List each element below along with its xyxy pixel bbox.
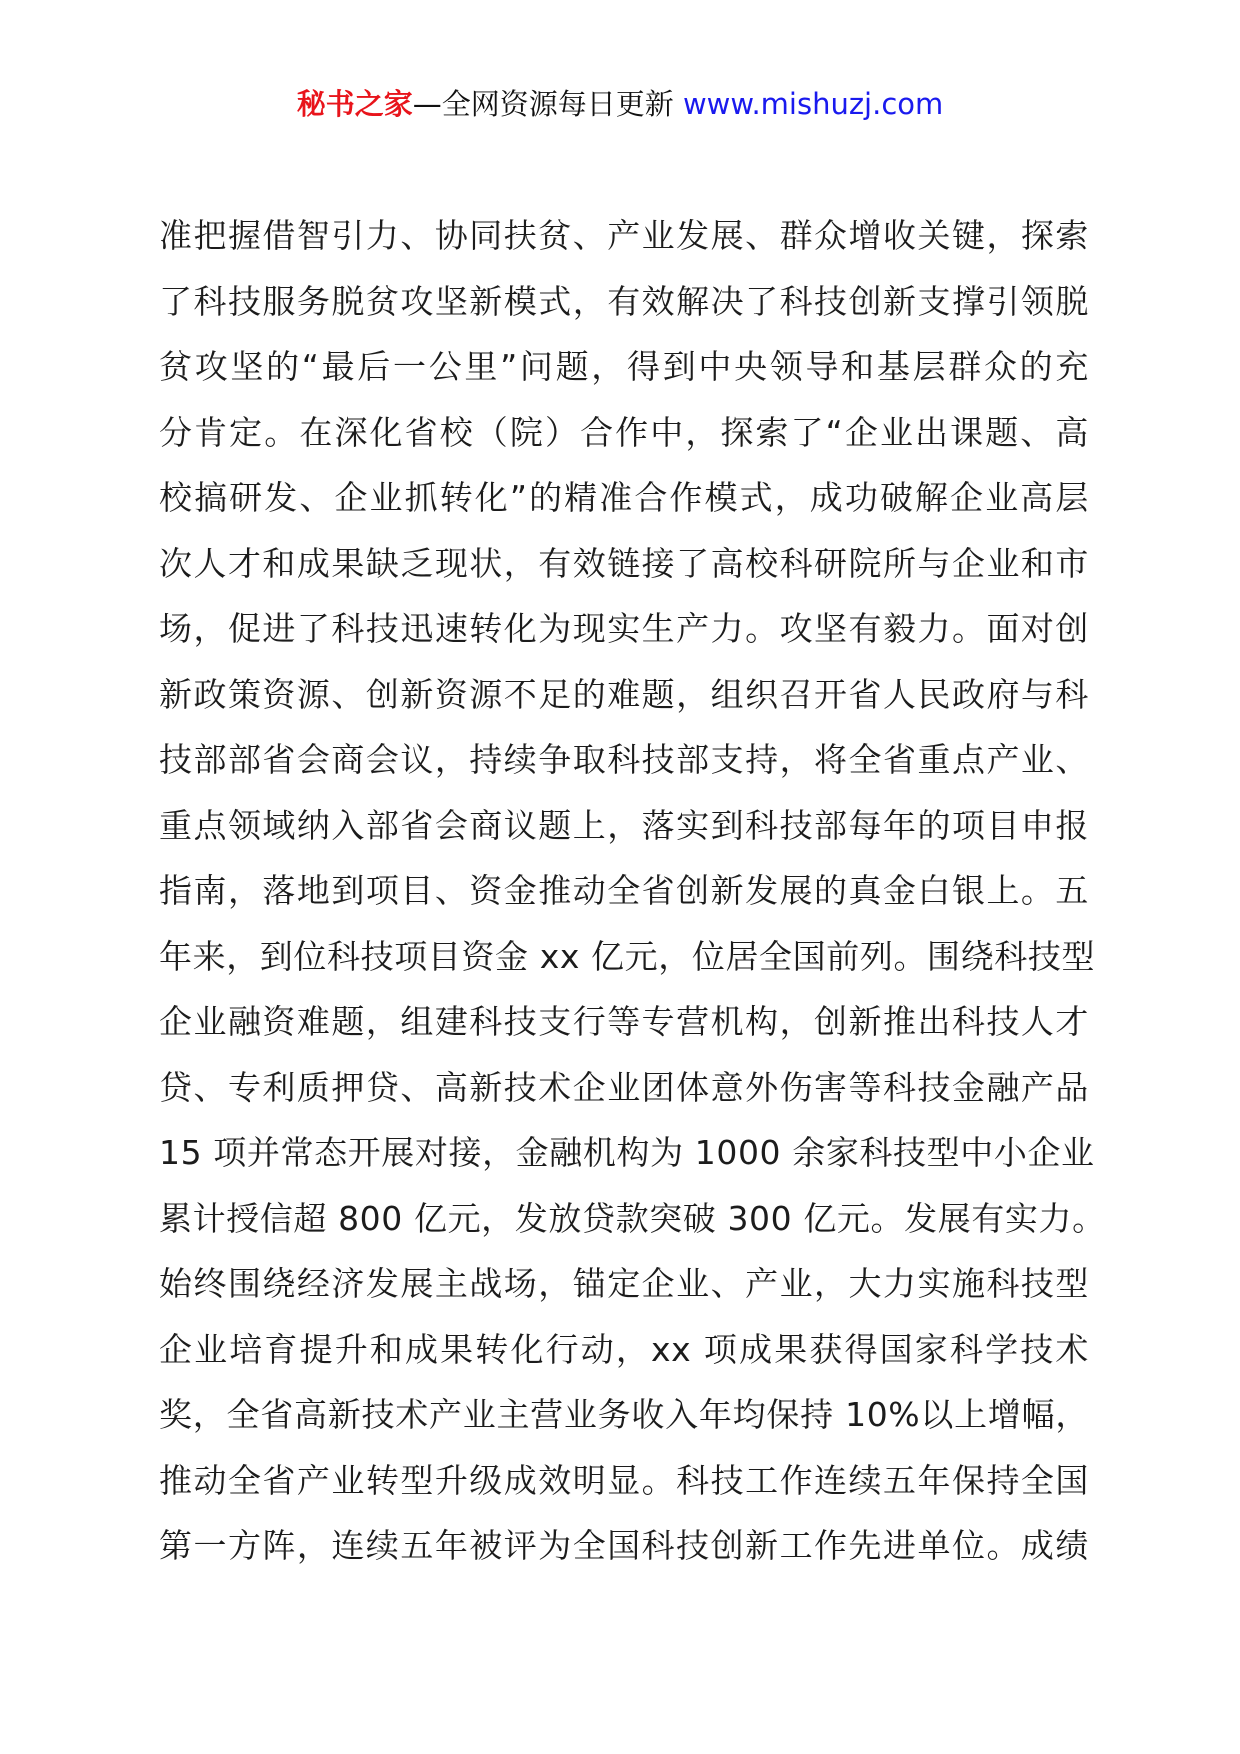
body-line: 第一方阵，连续五年被评为全国科技创新工作先进单位。成绩: [159, 1526, 1089, 1565]
body-line: 推动全省产业转型升级成效明显。科技工作连续五年保持全国: [159, 1460, 1089, 1500]
body-line: 企业融资难题，组建科技支行等专营机构，创新推出科技人才: [159, 1002, 1089, 1041]
body-line: 场，促进了科技迅速转化为现实生产力。攻坚有毅力。面对创: [159, 609, 1089, 648]
body-line: 分肯定。在深化省校（院）合作中，探索了“企业出课题、高: [159, 412, 1089, 452]
body-line: 了科技服务脱贫攻坚新模式，有效解决了科技创新支撑引领脱: [159, 281, 1089, 321]
body-line: 指南，落地到项目、资金推动全省创新发展的真金白银上。五: [159, 871, 1089, 910]
body-line: 贫攻坚的“最后一公里”问题，得到中央领导和基层群众的充: [159, 347, 1089, 386]
body-line: 贷、专利质押贷、高新技术企业团体意外伤害等科技金融产品: [159, 1067, 1089, 1107]
body-line: 累计授信超 800 亿元，发放贷款突破 300 亿元。发展有实力。: [159, 1198, 1106, 1238]
page-header: [0, 84, 1240, 124]
brand-name: 秘书之家: [296, 87, 413, 121]
body-line: 准把握借智引力、协同扶贫、产业发展、群众增收关键，探索: [159, 216, 1089, 255]
site-url-link[interactable]: www.mishuzj.com: [682, 87, 944, 121]
body-line: 校搞研发、企业抓转化”的精准合作模式，成功破解企业高层: [159, 478, 1089, 517]
body-line: 新政策资源、创新资源不足的难题，组织召开省人民政府与科: [159, 674, 1089, 714]
body-line: 15 项并常态开展对接，金融机构为 1000 余家科技型中小企业: [159, 1133, 1095, 1172]
body-line: 技部部省会商会议，持续争取科技部支持，将全省重点产业、: [159, 740, 1089, 779]
body-line: 重点领域纳入部省会商议题上，落实到科技部每年的项目申报: [159, 805, 1089, 845]
header-tagline: —全网资源每日更新: [412, 87, 674, 121]
body-line: 次人才和成果缺乏现状，有效链接了高校科研院所与企业和市: [159, 543, 1089, 583]
body-line: 始终围绕经济发展主战场，锚定企业、产业，大力实施科技型: [159, 1264, 1089, 1303]
body-line: 企业培育提升和成果转化行动，xx 项成果获得国家科学技术: [159, 1329, 1089, 1369]
body-line: 奖，全省高新技术产业主营业务收入年均保持 10%以上增幅，: [159, 1395, 1089, 1434]
document-body: [159, 214, 1106, 1590]
body-line: 年来，到位科技项目资金 xx 亿元，位居全国前列。围绕科技型: [159, 936, 1096, 976]
